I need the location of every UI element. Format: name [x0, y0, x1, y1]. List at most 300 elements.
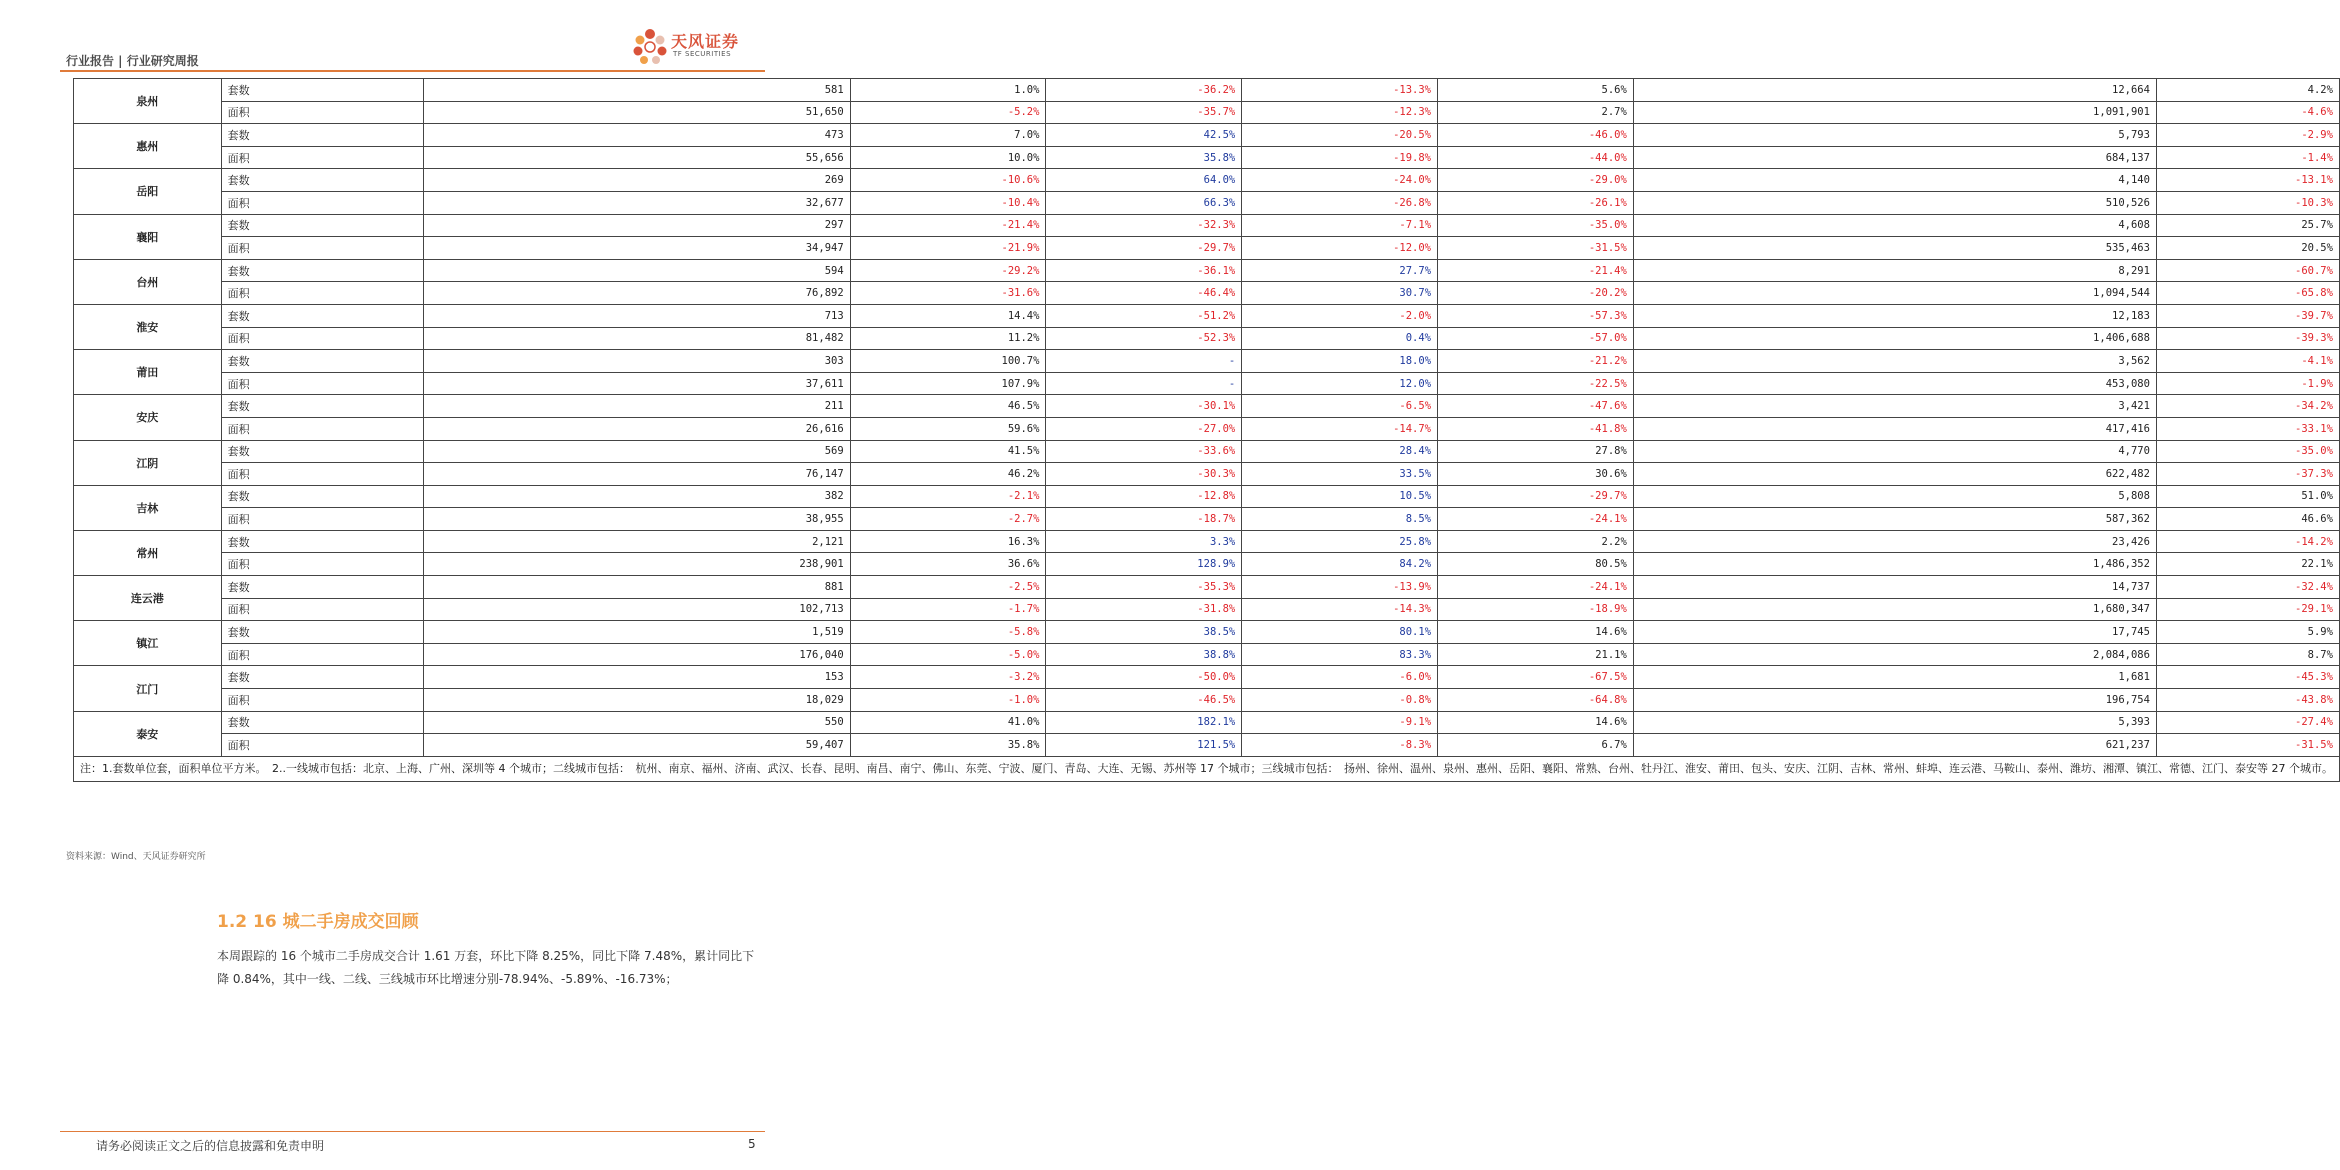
table-row — [74, 79, 2340, 102]
table-cell: 80.1% — [1242, 621, 1438, 644]
table-cell: 473 — [423, 124, 850, 147]
metric-label: 套数 — [221, 79, 423, 102]
table-note-row — [74, 756, 2340, 781]
table-cell: 46.2% — [850, 463, 1046, 486]
table-cell: - — [1046, 372, 1242, 395]
table-cell: 100.7% — [850, 350, 1046, 373]
table-row — [74, 666, 2340, 689]
table-cell: -57.0% — [1438, 327, 1634, 350]
table-row — [74, 372, 2340, 395]
table-row — [74, 463, 2340, 486]
table-cell: 8.7% — [2156, 643, 2339, 666]
metric-label: 套数 — [221, 440, 423, 463]
table-cell: -35.0% — [1438, 214, 1634, 237]
table-cell: 417,416 — [1633, 417, 2156, 440]
table-cell: -31.6% — [850, 282, 1046, 305]
table-cell: 621,237 — [1633, 734, 2156, 757]
table-row — [74, 576, 2340, 599]
table-cell: 5.9% — [2156, 621, 2339, 644]
table-cell: 3,421 — [1633, 395, 2156, 418]
table-cell: -29.7% — [1046, 237, 1242, 260]
metric-label: 面积 — [221, 372, 423, 395]
table-cell: -46.5% — [1046, 689, 1242, 712]
city-name: 襄阳 — [74, 214, 222, 259]
footer-rule — [60, 1131, 765, 1132]
table-cell: 41.5% — [850, 440, 1046, 463]
table-cell: 38.8% — [1046, 643, 1242, 666]
table-row — [74, 304, 2340, 327]
table-cell: 3.3% — [1046, 530, 1242, 553]
table-cell: -10.4% — [850, 191, 1046, 214]
metric-label: 套数 — [221, 621, 423, 644]
metric-label: 套数 — [221, 666, 423, 689]
metric-label: 面积 — [221, 553, 423, 576]
table-cell: 55,656 — [423, 146, 850, 169]
table-row — [74, 530, 2340, 553]
table-cell: 6.7% — [1438, 734, 1634, 757]
city-name: 莆田 — [74, 350, 222, 395]
table-cell: -6.5% — [1242, 395, 1438, 418]
city-name: 安庆 — [74, 395, 222, 440]
metric-label: 面积 — [221, 146, 423, 169]
table-cell: 11.2% — [850, 327, 1046, 350]
table-cell: 297 — [423, 214, 850, 237]
table-cell: -13.1% — [2156, 169, 2339, 192]
table-cell: -2.5% — [850, 576, 1046, 599]
table-cell: 303 — [423, 350, 850, 373]
table-cell: -36.1% — [1046, 259, 1242, 282]
table-cell: 713 — [423, 304, 850, 327]
table-cell: 5.6% — [1438, 79, 1634, 102]
table-cell: 18.0% — [1242, 350, 1438, 373]
table-cell: -6.0% — [1242, 666, 1438, 689]
table-cell: 14.6% — [1438, 621, 1634, 644]
table-cell: 4.2% — [2156, 79, 2339, 102]
table-cell: -5.2% — [850, 101, 1046, 124]
table-row — [74, 598, 2340, 621]
metric-label: 面积 — [221, 282, 423, 305]
table-cell: -10.6% — [850, 169, 1046, 192]
table-cell: 46.6% — [2156, 508, 2339, 531]
table-row — [74, 643, 2340, 666]
table-cell: -18.9% — [1438, 598, 1634, 621]
table-cell: -20.5% — [1242, 124, 1438, 147]
table-cell: 2.2% — [1438, 530, 1634, 553]
city-name: 吉林 — [74, 485, 222, 530]
table-cell: -67.5% — [1438, 666, 1634, 689]
table-cell: 128.9% — [1046, 553, 1242, 576]
brand-name-en: TF SECURITIES — [673, 50, 732, 58]
metric-label: 套数 — [221, 485, 423, 508]
table-cell: -20.2% — [1438, 282, 1634, 305]
table-cell: -1.0% — [850, 689, 1046, 712]
metric-label: 面积 — [221, 417, 423, 440]
metric-label: 面积 — [221, 598, 423, 621]
table-cell: 27.8% — [1438, 440, 1634, 463]
table-cell: -43.8% — [2156, 689, 2339, 712]
table-cell: 51,650 — [423, 101, 850, 124]
table-cell: -26.1% — [1438, 191, 1634, 214]
table-cell: -1.7% — [850, 598, 1046, 621]
table-note: 注：1.套数单位套，面积单位平方米。 2..一线城市包括：北京、上海、广州、深圳等 4 个城市；二线城市包括： 杭州、南京、福州、济南、武汉、长春、昆明、南昌、南宁、佛山、东莞、宁波、厦门、青岛、大连、无锡、苏州等 17 个城市；三线城市包括： 扬州、徐州、温州、泉州、惠州、岳阳、襄阳、常熟、台州、牡丹江、淮安、莆田、包头、安庆、江阴、吉林、常州、蚌埠、连云港、马鞍山、泰州、潍坊、湘潭、镇江、常德、江门、泰安等 27 个城市。 — [74, 756, 2340, 781]
table-cell: 20.5% — [2156, 237, 2339, 260]
brand-name: 天风证券 — [671, 32, 740, 51]
table-cell: 2.7% — [1438, 101, 1634, 124]
table-cell: 35.8% — [1046, 146, 1242, 169]
metric-label: 套数 — [221, 711, 423, 734]
table-cell: 622,482 — [1633, 463, 2156, 486]
table-cell: 12,183 — [1633, 304, 2156, 327]
metric-label: 套数 — [221, 395, 423, 418]
table-cell: -14.2% — [2156, 530, 2339, 553]
metric-label: 套数 — [221, 259, 423, 282]
metric-label: 面积 — [221, 643, 423, 666]
metric-label: 面积 — [221, 327, 423, 350]
table-cell: 32,677 — [423, 191, 850, 214]
table-cell: 14.6% — [1438, 711, 1634, 734]
metric-label: 面积 — [221, 689, 423, 712]
table-cell: 594 — [423, 259, 850, 282]
page-header — [60, 32, 765, 70]
table-cell: 8.5% — [1242, 508, 1438, 531]
table-row — [74, 417, 2340, 440]
table-cell: 0.4% — [1242, 327, 1438, 350]
table-cell: -19.8% — [1242, 146, 1438, 169]
table-cell: -5.8% — [850, 621, 1046, 644]
page-number: 5 — [748, 1137, 756, 1151]
table-cell: -14.7% — [1242, 417, 1438, 440]
table-cell: 550 — [423, 711, 850, 734]
table-cell: 4,608 — [1633, 214, 2156, 237]
table-row — [74, 101, 2340, 124]
metric-label: 面积 — [221, 734, 423, 757]
logo-flower-icon — [631, 26, 669, 66]
table-cell: 16.3% — [850, 530, 1046, 553]
city-name: 江门 — [74, 666, 222, 711]
table-cell: 25.7% — [2156, 214, 2339, 237]
table-cell: 28.4% — [1242, 440, 1438, 463]
city-name: 台州 — [74, 259, 222, 304]
table-cell: 102,713 — [423, 598, 850, 621]
table-cell: -35.3% — [1046, 576, 1242, 599]
table-cell: -57.3% — [1438, 304, 1634, 327]
table-row — [74, 553, 2340, 576]
section-paragraph: 本周跟踪的 16 个城市二手房成交合计 1.61 万套，环比下降 8.25%，同比下降 7.48%，累计同比下降 0.84%，其中一线、二线、三线城市环比增速分别-78.94%、-5.89%、-16.73%； — [217, 949, 755, 986]
table-cell: -13.9% — [1242, 576, 1438, 599]
city-transaction-table — [73, 78, 2340, 782]
report-category: 行业报告 | 行业研究周报 — [66, 54, 199, 68]
table-cell: 881 — [423, 576, 850, 599]
table-row — [74, 169, 2340, 192]
table-cell: -12.8% — [1046, 485, 1242, 508]
table-cell: 76,892 — [423, 282, 850, 305]
table-cell: -29.2% — [850, 259, 1046, 282]
table-cell: -29.1% — [2156, 598, 2339, 621]
table-cell: 36.6% — [850, 553, 1046, 576]
table-cell: 18,029 — [423, 689, 850, 712]
table-cell: 581 — [423, 79, 850, 102]
metric-label: 套数 — [221, 214, 423, 237]
table-cell: -31.5% — [2156, 734, 2339, 757]
table-cell: -10.3% — [2156, 191, 2339, 214]
table-row — [74, 146, 2340, 169]
table-cell: 5,808 — [1633, 485, 2156, 508]
brand-logo — [631, 26, 761, 66]
table-cell: 8,291 — [1633, 259, 2156, 282]
table-cell: -44.0% — [1438, 146, 1634, 169]
table-cell: -65.8% — [2156, 282, 2339, 305]
table-row — [74, 191, 2340, 214]
table-cell: -7.1% — [1242, 214, 1438, 237]
table-cell: -29.0% — [1438, 169, 1634, 192]
table-cell: -29.7% — [1438, 485, 1634, 508]
table-cell: 1,680,347 — [1633, 598, 2156, 621]
table-cell: -24.1% — [1438, 576, 1634, 599]
table-row — [74, 237, 2340, 260]
table-cell: 37,611 — [423, 372, 850, 395]
table-cell: 1,519 — [423, 621, 850, 644]
table-cell: -12.3% — [1242, 101, 1438, 124]
data-source: 资料来源：Wind、天风证券研究所 — [66, 852, 206, 862]
table-cell: -14.3% — [1242, 598, 1438, 621]
table-cell: 64.0% — [1046, 169, 1242, 192]
table-cell: 27.7% — [1242, 259, 1438, 282]
table-cell: -21.2% — [1438, 350, 1634, 373]
table-row — [74, 440, 2340, 463]
table-cell: -21.4% — [850, 214, 1046, 237]
table-cell: -2.1% — [850, 485, 1046, 508]
table-cell: -8.3% — [1242, 734, 1438, 757]
table-cell: -2.7% — [850, 508, 1046, 531]
table-cell: 1,091,901 — [1633, 101, 2156, 124]
table-cell: 182.1% — [1046, 711, 1242, 734]
table-cell: 7.0% — [850, 124, 1046, 147]
table-cell: 1,406,688 — [1633, 327, 2156, 350]
table-cell: -21.9% — [850, 237, 1046, 260]
table-cell: -46.4% — [1046, 282, 1242, 305]
table-cell: 83.3% — [1242, 643, 1438, 666]
table-cell: 33.5% — [1242, 463, 1438, 486]
table-cell: 4,770 — [1633, 440, 2156, 463]
table-cell: 46.5% — [850, 395, 1046, 418]
table-row — [74, 350, 2340, 373]
table-cell: 196,754 — [1633, 689, 2156, 712]
table-cell: 107.9% — [850, 372, 1046, 395]
table-cell: -41.8% — [1438, 417, 1634, 440]
city-name: 泉州 — [74, 79, 222, 124]
table-cell: -24.0% — [1242, 169, 1438, 192]
table-cell: -26.8% — [1242, 191, 1438, 214]
table-cell: -35.0% — [2156, 440, 2339, 463]
table-cell: 30.6% — [1438, 463, 1634, 486]
table-cell: -13.3% — [1242, 79, 1438, 102]
table-cell: - — [1046, 350, 1242, 373]
metric-label: 套数 — [221, 576, 423, 599]
table-cell: -32.3% — [1046, 214, 1242, 237]
table-cell: -22.5% — [1438, 372, 1634, 395]
table-row — [74, 689, 2340, 712]
table-row — [74, 621, 2340, 644]
table-cell: 238,901 — [423, 553, 850, 576]
metric-label: 面积 — [221, 101, 423, 124]
table-cell: 535,463 — [1633, 237, 2156, 260]
table-cell: 211 — [423, 395, 850, 418]
header-rule — [60, 70, 765, 72]
table-cell: 2,121 — [423, 530, 850, 553]
metric-label: 套数 — [221, 124, 423, 147]
table-cell: -35.7% — [1046, 101, 1242, 124]
table-cell: -2.9% — [2156, 124, 2339, 147]
table-cell: 1,681 — [1633, 666, 2156, 689]
table-cell: 3,562 — [1633, 350, 2156, 373]
table-row — [74, 327, 2340, 350]
table-cell: 38.5% — [1046, 621, 1242, 644]
table-cell: -4.1% — [2156, 350, 2339, 373]
table-cell: -18.7% — [1046, 508, 1242, 531]
table-cell: -36.2% — [1046, 79, 1242, 102]
table-cell: 35.8% — [850, 734, 1046, 757]
table-row — [74, 485, 2340, 508]
table-cell: -0.8% — [1242, 689, 1438, 712]
table-cell: 5,793 — [1633, 124, 2156, 147]
table-cell: 23,426 — [1633, 530, 2156, 553]
metric-label: 套数 — [221, 530, 423, 553]
table-cell: 59.6% — [850, 417, 1046, 440]
metric-label: 面积 — [221, 237, 423, 260]
table-row — [74, 711, 2340, 734]
metric-label: 面积 — [221, 508, 423, 531]
table-cell: 21.1% — [1438, 643, 1634, 666]
table-cell: 66.3% — [1046, 191, 1242, 214]
table-cell: 1.0% — [850, 79, 1046, 102]
table-cell: 12.0% — [1242, 372, 1438, 395]
table-cell: -9.1% — [1242, 711, 1438, 734]
table-cell: -30.3% — [1046, 463, 1242, 486]
table-cell: 59,407 — [423, 734, 850, 757]
table-cell: -30.1% — [1046, 395, 1242, 418]
table-cell: -2.0% — [1242, 304, 1438, 327]
table-row — [74, 734, 2340, 757]
table-cell: 453,080 — [1633, 372, 2156, 395]
table-cell: 1,094,544 — [1633, 282, 2156, 305]
table-cell: 25.8% — [1242, 530, 1438, 553]
city-name: 淮安 — [74, 304, 222, 349]
city-name: 连云港 — [74, 576, 222, 621]
section-title: 1.2 16 城二手房成交回顾 — [217, 912, 419, 932]
table-cell: -5.0% — [850, 643, 1046, 666]
city-name: 泰安 — [74, 711, 222, 756]
table-cell: 2,084,086 — [1633, 643, 2156, 666]
table-cell: 30.7% — [1242, 282, 1438, 305]
table-cell: 26,616 — [423, 417, 850, 440]
table-cell: -39.7% — [2156, 304, 2339, 327]
table-cell: 22.1% — [2156, 553, 2339, 576]
table-cell: 14.4% — [850, 304, 1046, 327]
table-cell: 10.0% — [850, 146, 1046, 169]
table-row — [74, 282, 2340, 305]
table-cell: 4,140 — [1633, 169, 2156, 192]
table-row — [74, 124, 2340, 147]
table-cell: -45.3% — [2156, 666, 2339, 689]
table-cell: 17,745 — [1633, 621, 2156, 644]
table-cell: 80.5% — [1438, 553, 1634, 576]
table-cell: 81,482 — [423, 327, 850, 350]
table-cell: 12,664 — [1633, 79, 2156, 102]
table-cell: 1,486,352 — [1633, 553, 2156, 576]
table-cell: -46.0% — [1438, 124, 1634, 147]
table-cell: 121.5% — [1046, 734, 1242, 757]
table-cell: -1.4% — [2156, 146, 2339, 169]
table-cell: 38,955 — [423, 508, 850, 531]
table-cell: -1.9% — [2156, 372, 2339, 395]
table-cell: -50.0% — [1046, 666, 1242, 689]
table-cell: -60.7% — [2156, 259, 2339, 282]
table-cell: 41.0% — [850, 711, 1046, 734]
table-cell: 587,362 — [1633, 508, 2156, 531]
table-cell: 5,393 — [1633, 711, 2156, 734]
city-name: 江阴 — [74, 440, 222, 485]
table-cell: 382 — [423, 485, 850, 508]
table-cell: 51.0% — [2156, 485, 2339, 508]
metric-label: 套数 — [221, 169, 423, 192]
table-cell: 84.2% — [1242, 553, 1438, 576]
table-row — [74, 259, 2340, 282]
table-cell: 34,947 — [423, 237, 850, 260]
metric-label: 面积 — [221, 463, 423, 486]
table-cell: 153 — [423, 666, 850, 689]
table-cell: -31.8% — [1046, 598, 1242, 621]
table-row — [74, 214, 2340, 237]
table-cell: 76,147 — [423, 463, 850, 486]
table-cell: -27.4% — [2156, 711, 2339, 734]
table-row — [74, 395, 2340, 418]
city-name: 岳阳 — [74, 169, 222, 214]
table-cell: -12.0% — [1242, 237, 1438, 260]
table-cell: -33.1% — [2156, 417, 2339, 440]
metric-label: 套数 — [221, 350, 423, 373]
table-cell: -27.0% — [1046, 417, 1242, 440]
city-name: 惠州 — [74, 124, 222, 169]
table-cell: -39.3% — [2156, 327, 2339, 350]
table-cell: 176,040 — [423, 643, 850, 666]
table-row — [74, 508, 2340, 531]
table-cell: -4.6% — [2156, 101, 2339, 124]
footer-disclaimer: 请务必阅读正文之后的信息披露和免责申明 — [96, 1139, 325, 1153]
table-cell: 269 — [423, 169, 850, 192]
table-cell: -32.4% — [2156, 576, 2339, 599]
table-cell: -31.5% — [1438, 237, 1634, 260]
table-cell: 10.5% — [1242, 485, 1438, 508]
metric-label: 面积 — [221, 191, 423, 214]
table-cell: 510,526 — [1633, 191, 2156, 214]
city-name: 常州 — [74, 530, 222, 575]
table-cell: -3.2% — [850, 666, 1046, 689]
table-cell: -52.3% — [1046, 327, 1242, 350]
city-name: 镇江 — [74, 621, 222, 666]
table-cell: -21.4% — [1438, 259, 1634, 282]
table-cell: 684,137 — [1633, 146, 2156, 169]
table-cell: -51.2% — [1046, 304, 1242, 327]
table-cell: -64.8% — [1438, 689, 1634, 712]
table-cell: 14,737 — [1633, 576, 2156, 599]
table-cell: -47.6% — [1438, 395, 1634, 418]
table-cell: -37.3% — [2156, 463, 2339, 486]
table-cell: -24.1% — [1438, 508, 1634, 531]
table-cell: 569 — [423, 440, 850, 463]
table-cell: -33.6% — [1046, 440, 1242, 463]
table-cell: -34.2% — [2156, 395, 2339, 418]
metric-label: 套数 — [221, 304, 423, 327]
